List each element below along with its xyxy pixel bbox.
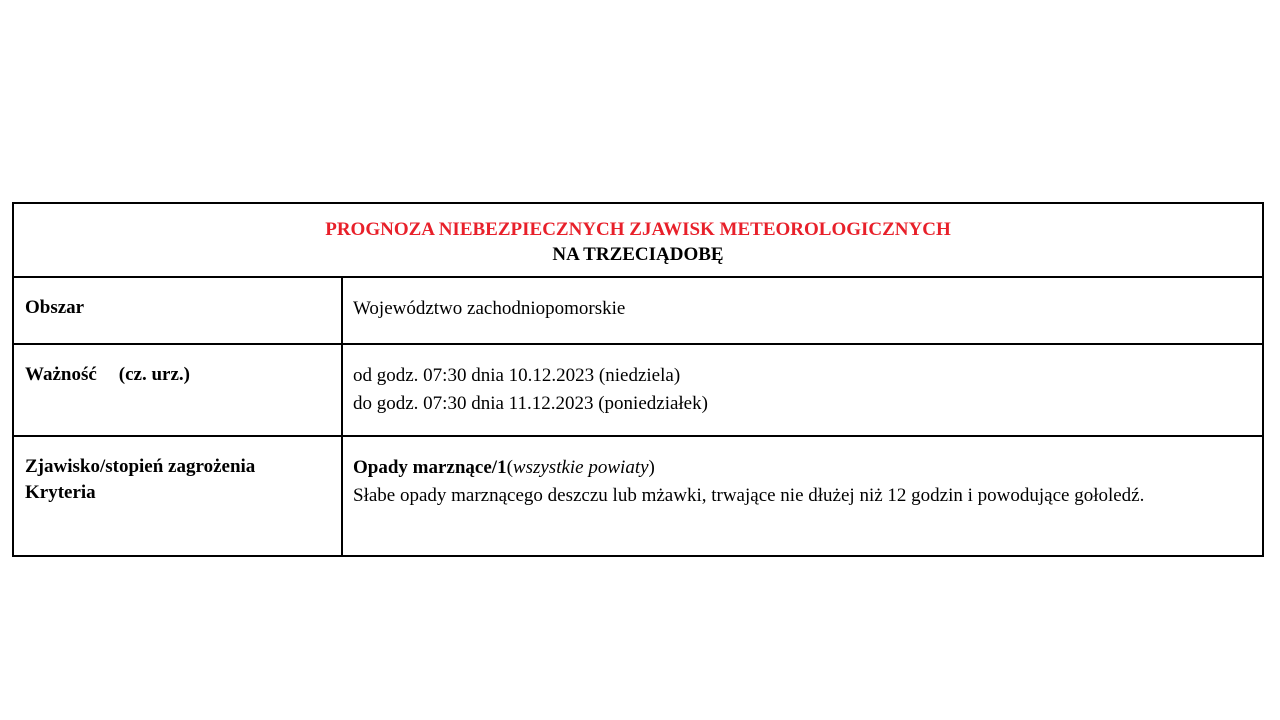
criteria-label: Kryteria: [25, 482, 96, 503]
document-title: PROGNOZA NIEBEZPIECZNYCH ZJAWISK METEOROLOGICZNYCH: [325, 219, 951, 240]
phenomenon-value-cell: [342, 436, 1263, 556]
table-row-phenomenon: [13, 436, 1263, 556]
document-subtitle: NA TRZECIĄDOBĘ: [552, 244, 724, 265]
table-row-validity: [13, 344, 1263, 436]
table-row-area: [13, 277, 1263, 344]
phenomenon-heading: Opady marznące/1(wszystkie powiaty): [353, 457, 655, 478]
phenomenon-criteria: Słabe opady marznącego deszczu lub mżawki, trwające nie dłużej niż 12 godzin i powodujące gołoledź.: [353, 485, 1145, 506]
validity-to: do godz. 07:30 dnia 11.12.2023 (poniedziałek): [353, 393, 708, 414]
validity-label: Ważność: [25, 364, 97, 385]
warning-table: [12, 202, 1264, 557]
validity-from: od godz. 07:30 dnia 10.12.2023 (niedziela): [353, 365, 681, 386]
header-row: [13, 203, 1263, 277]
validity-value-cell: [342, 344, 1263, 436]
phenomenon-label-cell: [13, 436, 342, 556]
phenomenon-scope: wszystkie powiaty: [512, 457, 649, 478]
validity-label-cell: [13, 344, 342, 436]
validity-label-note: (cz. urz.): [118, 364, 190, 385]
phenomenon-label: Zjawisko/stopień zagrożenia: [25, 456, 256, 477]
area-value: Województwo zachodniopomorskie: [342, 277, 1263, 344]
header-cell: [13, 203, 1263, 277]
area-label: Obszar: [13, 277, 342, 344]
phenomenon-title: Opady marznące/1: [353, 457, 507, 478]
